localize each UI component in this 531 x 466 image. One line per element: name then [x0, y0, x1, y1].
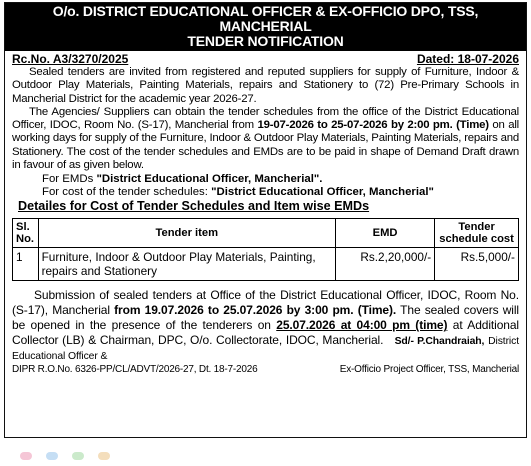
- schedule-paragraph: [12, 106, 519, 172]
- submission-paragraph: [12, 288, 519, 363]
- opening-datetime: 25.07.2026 at 04:00 pm (time): [276, 318, 448, 333]
- schedule-cost-label: For cost of the tender schedules:: [42, 186, 212, 199]
- header-tender-item: Tender item: [38, 219, 335, 248]
- submission-dates: from 19.07.2026 to 25.07.2026 by 3:00 pm. (Time).: [114, 303, 397, 318]
- table-header-row: [13, 219, 519, 248]
- emd-line: [42, 173, 519, 186]
- header-emd: EMD: [336, 219, 435, 248]
- row-tender-item: Furniture, Indoor & Outdoor Play Materials, Painting, repairs and Stationery: [38, 248, 335, 281]
- schedule-cost-line: [42, 186, 519, 199]
- tender-items-table: [12, 218, 519, 281]
- submission-text-1: Submission of sealed tenders at Office of the District Educational Officer, IDOC, Room No. (S-17), Mancherial: [12, 288, 519, 318]
- intro-paragraph: Sealed tenders are invited from registered and reputed suppliers for supply of Furniture, Indoor & Outdoor Play Materials, Painting Materials, repairs and Stationery to (72) Pre-Primary Schools in Mancherial District for the academic year 2026-27.: [12, 66, 519, 105]
- emd-label: For EMDs: [42, 173, 97, 186]
- notice-banner: [5, 3, 526, 51]
- payment-instructions: [42, 173, 519, 199]
- reference-number: Rc.No. A3/3270/2025: [12, 52, 129, 66]
- row-sl-no: 1: [13, 248, 39, 281]
- schedule-text-1: The Agencies/ Suppliers can obtain the tender schedules from the office of the District Educational Officer, IDOC, Room No. (S-17), Mancherial from: [12, 105, 519, 132]
- submission-text-3: at Additional Collector (LB) & Chairman, DPC, O/o. Collectorate, IDOC, Mancherial.: [12, 318, 519, 348]
- tender-notice: [4, 2, 527, 438]
- color-dot: [46, 452, 58, 460]
- signatory-title-1: District Educational Officer &: [12, 336, 520, 363]
- color-dot: [98, 452, 110, 460]
- notice-body: [5, 51, 526, 376]
- schedule-cost-payee: "District Educational Officer, Mancherial": [211, 186, 434, 199]
- header-sl-no: Sl. No.: [13, 219, 39, 248]
- office-heading: O/o. DISTRICT EDUCATIONAL OFFICER & EX-OFFICIO DPO, TSS, MANCHERIAL: [52, 3, 479, 34]
- submission-text-2: The sealed covers will be opened in the presence of the tenderers on: [12, 303, 519, 333]
- row-schedule-cost: Rs.5,000/-: [435, 248, 519, 281]
- reference-date: Dated: 18-07-2026: [416, 52, 519, 66]
- schedule-text-2: on all working days for supply of the Furniture, Indoor & Outdoor Play Materials, Painting Materials, repairs and Stationery. The cost of the tender schedules and EMDs are to be paid in shape of Demand Draft drawn in favour of as given below.: [12, 119, 519, 172]
- signatory-title-2: Ex-Officio Project Officer, TSS, Mancherial: [339, 364, 519, 376]
- table-row: [13, 248, 519, 281]
- header-schedule-cost: Tender schedule cost: [435, 219, 519, 248]
- signatory-name: Sd/- P.Chandraiah,: [394, 336, 485, 348]
- color-dot: [72, 452, 84, 460]
- schedule-dates: 19-07-2026 to 25-07-2026 by 2:00 pm. (Time): [257, 119, 489, 132]
- dipr-reference: DIPR R.O.No. 6326-PP/CL/ADVT/2026-27, Dt. 18-7-2026: [12, 364, 258, 376]
- color-dot: [20, 452, 32, 460]
- row-emd: Rs.2,20,000/-: [336, 248, 435, 281]
- emd-payee: "District Educational Officer, Mancherial".: [96, 173, 323, 186]
- details-heading: Detailes for Cost of Tender Schedules and Item wise EMDs: [18, 199, 370, 214]
- footer-row: [12, 363, 519, 376]
- notice-title: TENDER NOTIFICATION: [187, 33, 344, 49]
- reference-line: [12, 52, 519, 66]
